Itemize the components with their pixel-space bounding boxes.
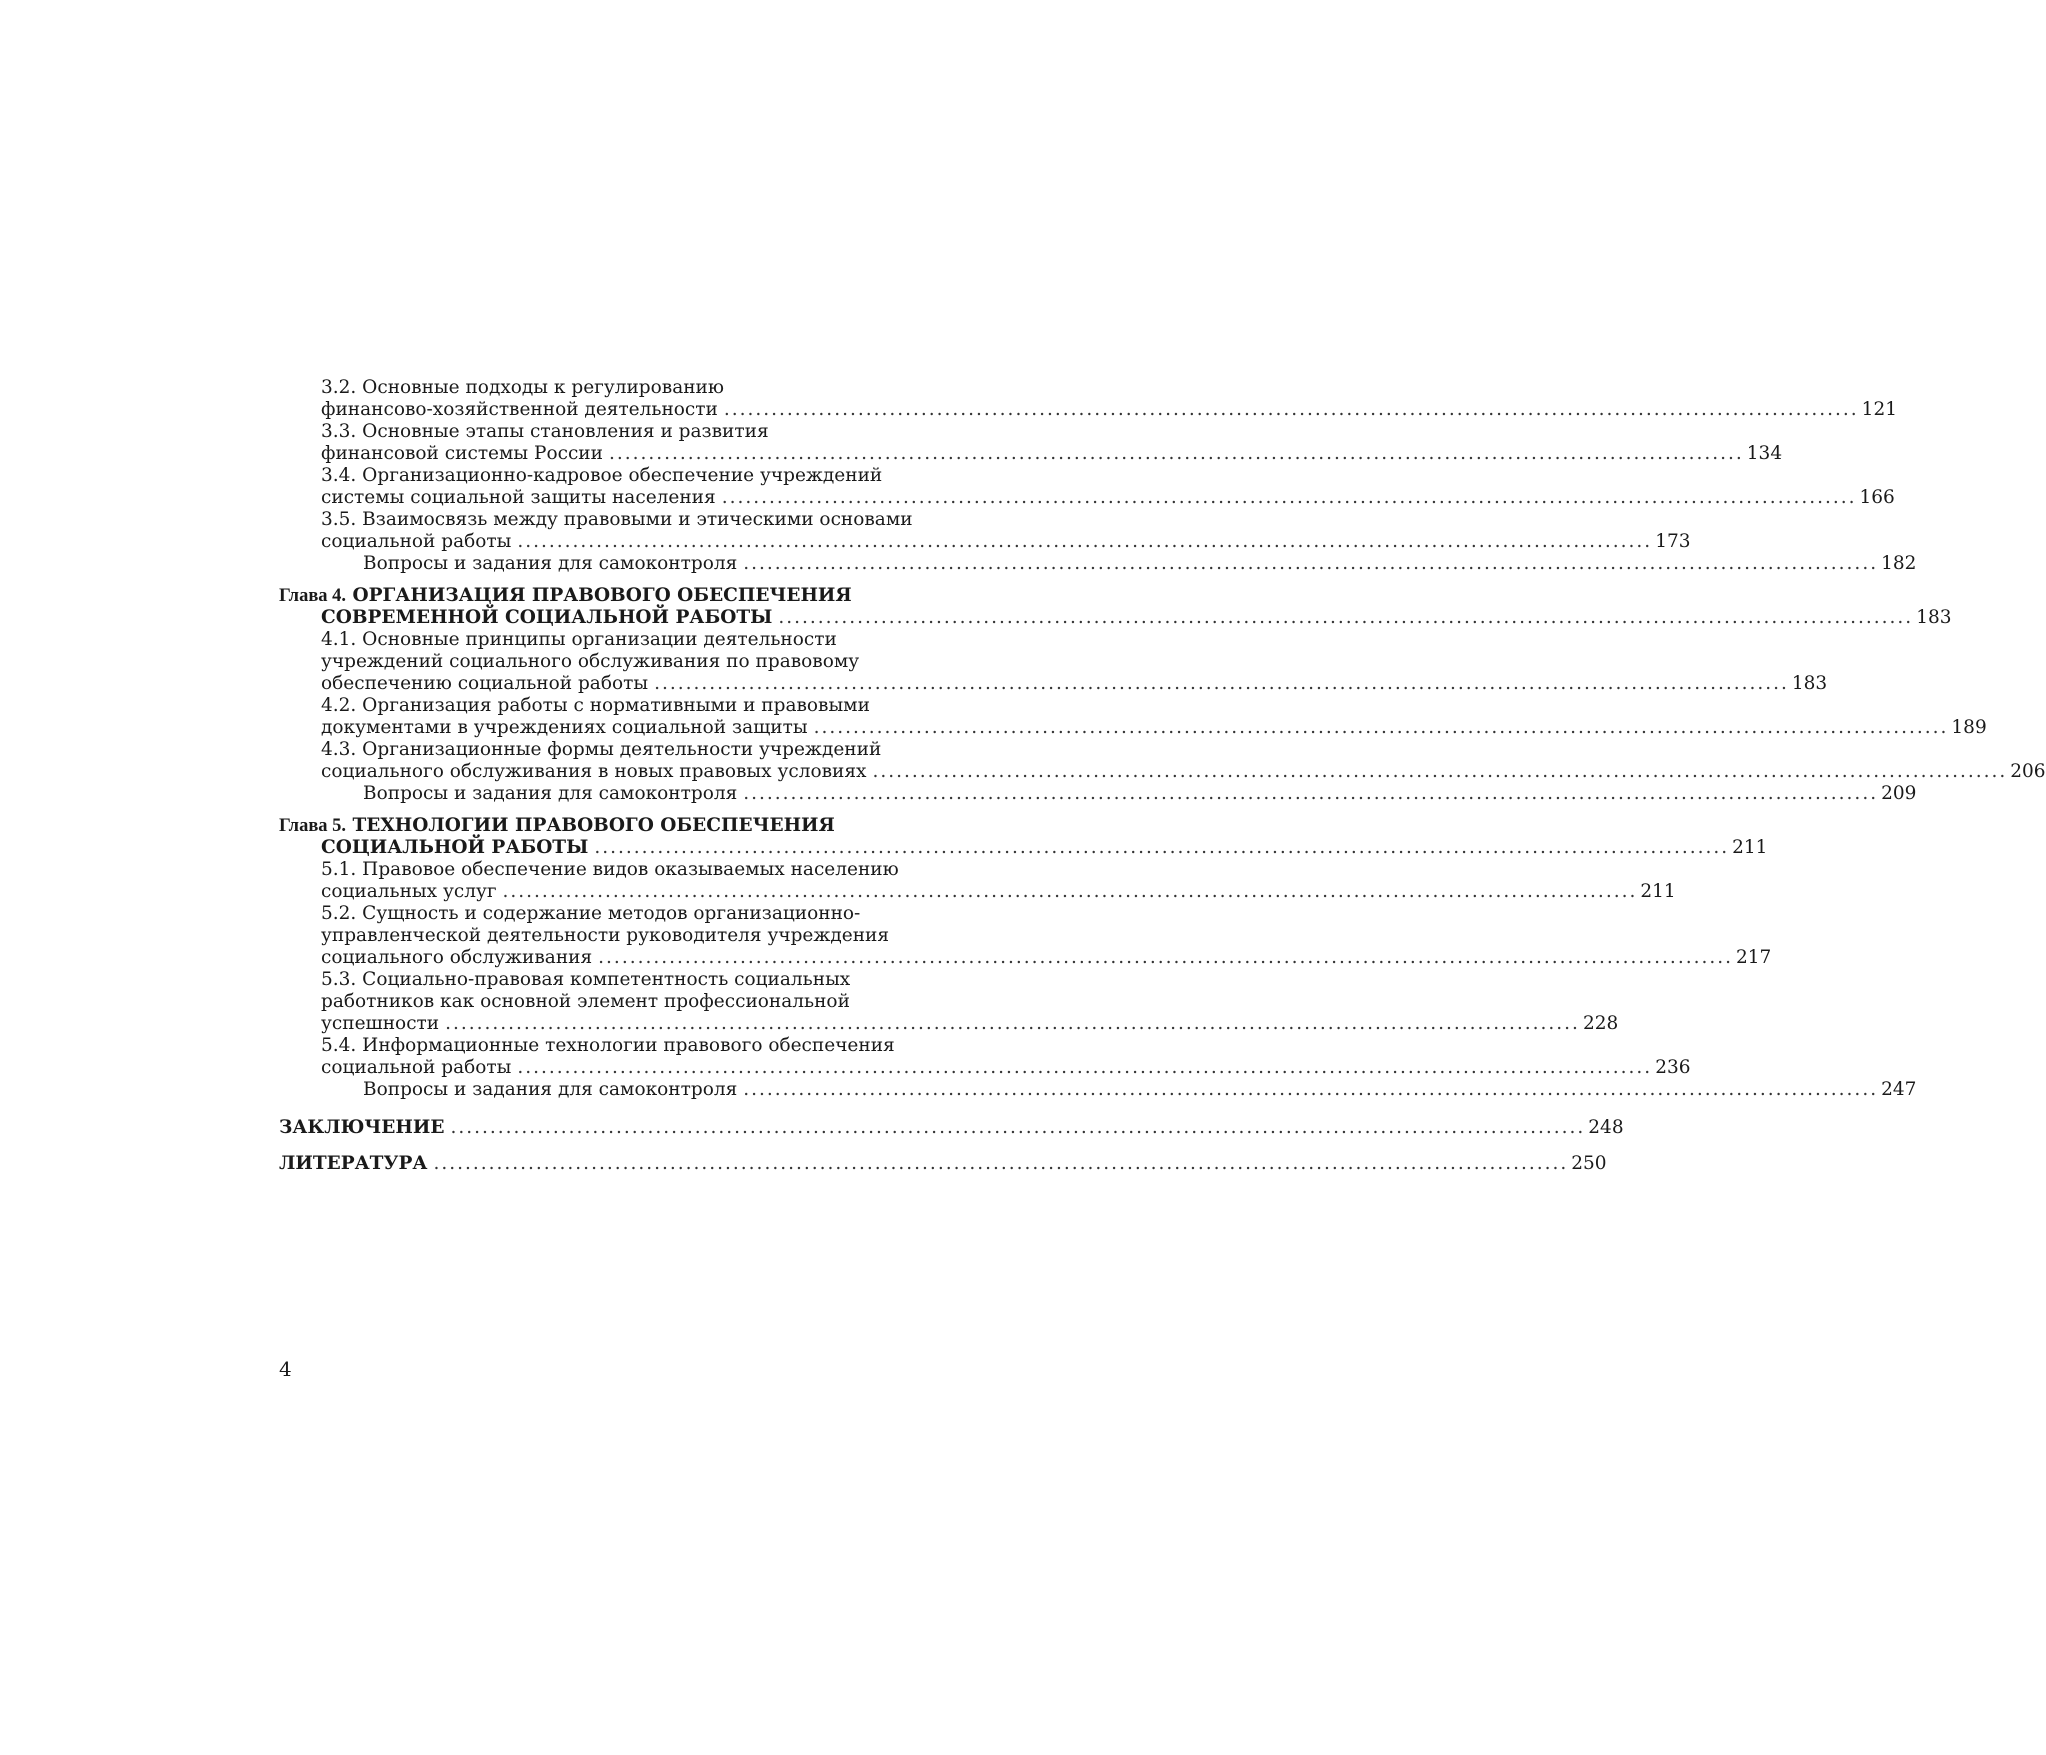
toc-entry-text: социальной работы xyxy=(321,1057,512,1078)
toc-page-number: 183 xyxy=(1791,673,1828,694)
toc-page-number: 182 xyxy=(1881,553,1917,574)
toc-page-number: 228 xyxy=(1582,1013,1619,1034)
toc-page-number: 121 xyxy=(1861,399,1897,420)
toc-entry-3-3[interactable] xyxy=(279,421,1783,465)
toc-page-number: 248 xyxy=(1588,1117,1624,1138)
toc-page-number: 209 xyxy=(1881,783,1917,804)
toc-page-number: 211 xyxy=(1640,881,1676,902)
toc-page-number: 211 xyxy=(1732,837,1768,858)
chapter-title: ТЕХНОЛОГИИ ПРАВОВОГО ОБЕСПЕЧЕНИЯ xyxy=(352,815,835,836)
toc-entry-4-2[interactable] xyxy=(279,695,1987,739)
toc-entry-text: Вопросы и задания для самоконтроля xyxy=(363,783,738,804)
toc-page-number: 236 xyxy=(1655,1057,1691,1078)
leader-dots xyxy=(450,1117,1585,1139)
toc-entry-3-2[interactable] xyxy=(279,377,1897,421)
toc-page-number: 183 xyxy=(1916,607,1952,628)
toc-entry-text: учреждений социального обслуживания по правовому xyxy=(321,651,860,672)
leader-dots xyxy=(609,443,1744,465)
toc-entry-quiz-4[interactable] xyxy=(279,783,1917,805)
toc-page-number: 250 xyxy=(1571,1153,1607,1174)
leader-dots xyxy=(654,673,1789,695)
toc-entry-text: социального обслуживания в новых правовых условиях xyxy=(321,761,867,782)
toc-entry-text: работников как основной элемент профессиональной xyxy=(321,991,850,1012)
toc-entry-text: ЛИТЕРАТУРА xyxy=(279,1153,428,1174)
toc-entry-text: 4.2. Организация работы с нормативными и правовыми xyxy=(321,695,870,716)
toc-entry-text: 5.3. Социально-правовая компетентность социальных xyxy=(321,969,851,990)
toc-entry-conclusion[interactable] xyxy=(279,1117,1624,1139)
toc-entry-text: социального обслуживания xyxy=(321,947,593,968)
leader-dots xyxy=(594,837,1729,859)
table-of-contents xyxy=(279,377,2046,1175)
toc-entry-5-2[interactable] xyxy=(279,903,1772,969)
leader-dots xyxy=(724,399,1859,421)
toc-page-number: 189 xyxy=(1951,717,1987,738)
leader-dots xyxy=(503,881,1638,903)
toc-entry-5-1[interactable] xyxy=(279,859,1676,903)
toc-chapter-4[interactable] xyxy=(279,585,1952,629)
toc-entry-text: ЗАКЛЮЧЕНИЕ xyxy=(279,1117,445,1138)
toc-entry-3-5[interactable] xyxy=(279,509,1691,553)
toc-page-number: 247 xyxy=(1881,1079,1917,1100)
toc-entry-text: Вопросы и задания для самоконтроля xyxy=(363,553,738,574)
toc-entry-text: 3.3. Основные этапы становления и развития xyxy=(321,421,769,442)
toc-page-number: 173 xyxy=(1655,531,1691,552)
toc-entry-3-4[interactable] xyxy=(279,465,1895,509)
toc-page-number: 166 xyxy=(1859,487,1895,508)
toc-entry-text: Вопросы и задания для самоконтроля xyxy=(363,1079,738,1100)
leader-dots xyxy=(778,607,1913,629)
leader-dots xyxy=(743,1079,1878,1101)
toc-entry-text: управленческой деятельности руководителя учреждения xyxy=(321,925,890,946)
leader-dots xyxy=(517,531,1652,553)
chapter-title: ОРГАНИЗАЦИЯ ПРАВОВОГО ОБЕСПЕЧЕНИЯ xyxy=(352,585,852,606)
toc-page-number: 217 xyxy=(1735,947,1772,968)
leader-dots xyxy=(722,487,1857,509)
toc-entry-text: социальных услуг xyxy=(321,881,497,902)
chapter-label: Глава 5. xyxy=(279,816,347,836)
toc-entry-text: 5.1. Правовое обеспечение видов оказываемых населению xyxy=(321,859,899,880)
toc-entry-text: документами в учреждениях социальной защиты xyxy=(321,717,808,738)
toc-entry-text: финансовой системы России xyxy=(321,443,603,464)
leader-dots xyxy=(743,783,1878,805)
toc-entry-text: 5.2. Сущность и содержание методов организационно- xyxy=(321,903,861,924)
toc-entry-text: 4.1. Основные принципы организации деятельности xyxy=(321,629,837,650)
toc-entry-4-3[interactable] xyxy=(279,739,2046,783)
toc-entry-text: социальной работы xyxy=(321,531,512,552)
toc-entry-text: 3.4. Организационно-кадровое обеспечение учреждений xyxy=(321,465,883,486)
toc-page-number: 206 xyxy=(2010,761,2046,782)
leader-dots xyxy=(743,553,1878,575)
chapter-label: Глава 4. xyxy=(279,586,347,606)
toc-entry-5-4[interactable] xyxy=(279,1035,1691,1079)
chapter-title: СОЦИАЛЬНОЙ РАБОТЫ xyxy=(321,837,589,858)
leader-dots xyxy=(445,1013,1580,1035)
toc-entry-text: обеспечению социальной работы xyxy=(321,673,649,694)
toc-entry-5-3[interactable] xyxy=(279,969,1619,1035)
toc-entry-text: 5.4. Информационные технологии правового обеспечения xyxy=(321,1035,895,1056)
chapter-title: СОВРЕМЕННОЙ СОЦИАЛЬНОЙ РАБОТЫ xyxy=(321,607,773,628)
toc-entry-text: 3.5. Взаимосвязь между правовыми и этическими основами xyxy=(321,509,913,530)
toc-entry-quiz-3[interactable] xyxy=(279,553,1917,575)
toc-chapter-5[interactable] xyxy=(279,815,1768,859)
leader-dots xyxy=(814,717,1949,739)
leader-dots xyxy=(872,761,2007,783)
leader-dots xyxy=(598,947,1733,969)
toc-entry-text: 4.3. Организационные формы деятельности учреждений xyxy=(321,739,882,760)
toc-entry-text: финансово-хозяйственной деятельности xyxy=(321,399,718,420)
page-number: 4 xyxy=(279,1357,292,1381)
toc-entry-text: успешности xyxy=(321,1013,440,1034)
leader-dots xyxy=(433,1153,1568,1175)
toc-entry-text: 3.2. Основные подходы к регулированию xyxy=(321,377,724,398)
toc-page-number: 134 xyxy=(1746,443,1783,464)
toc-entry-quiz-5[interactable] xyxy=(279,1079,1917,1101)
leader-dots xyxy=(517,1057,1652,1079)
toc-entry-4-1[interactable] xyxy=(279,629,1828,695)
toc-entry-literature[interactable] xyxy=(279,1153,1607,1175)
toc-entry-text: системы социальной защиты населения xyxy=(321,487,716,508)
